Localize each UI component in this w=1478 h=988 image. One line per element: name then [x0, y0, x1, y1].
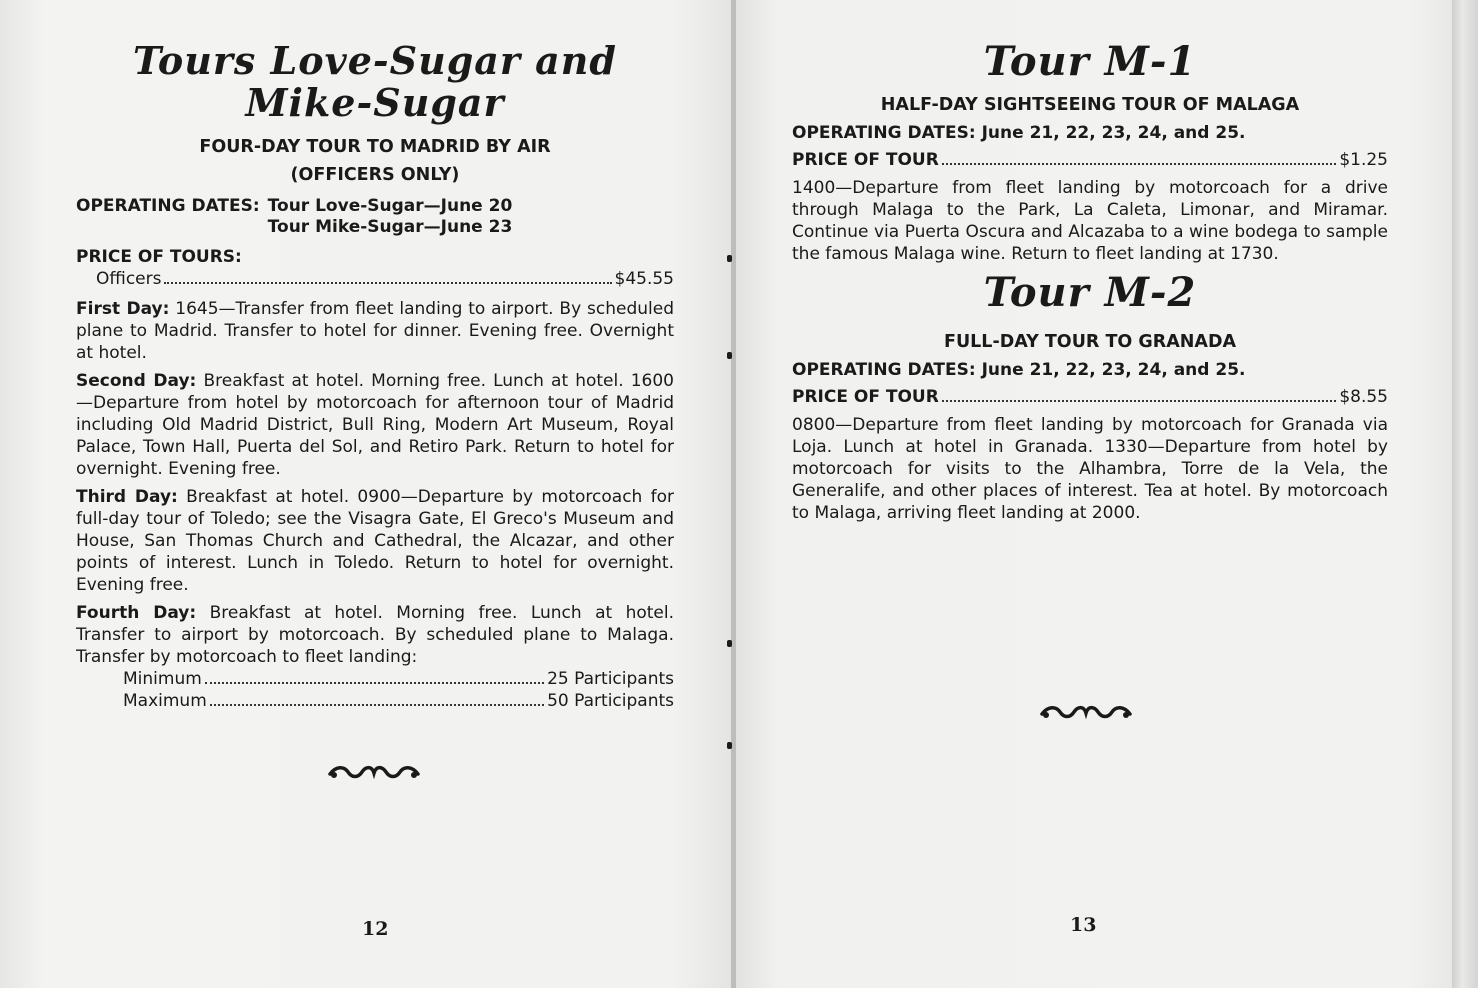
participants-minimum: [76, 668, 674, 690]
tour-m2-price: [792, 386, 1388, 408]
maximum-value: 50 Participants: [547, 690, 674, 711]
minimum-label: Minimum: [123, 668, 202, 689]
binding-staple: [727, 742, 732, 749]
left-page-title: Tours Love-Sugar and Mike-Sugar: [133, 38, 617, 125]
dot-leader: [205, 682, 544, 684]
day-4: [76, 602, 674, 668]
page-left: [0, 0, 732, 988]
tour-m1-subtitle: HALF-DAY SIGHTSEEING TOUR OF MALAGA: [880, 95, 1300, 115]
dot-leader: [164, 282, 611, 284]
day-3-text: Breakfast at hotel. 0900—Departure by motorcoach for full-day tour of Toledo; see the Visagra Gate, El Greco's Museum and House, San Thomas Church and Cathedral, the Alcazar, and other points of interest. Lunch in Toledo. Return to hotel for overnight. Evening free.: [76, 486, 674, 595]
day-4-label: Fourth Day:: [76, 602, 197, 623]
day-2-text: Breakfast at hotel. Morning free. Lunch at hotel. 1600—Departure from hotel by motorcoach for afternoon tour of Madrid including Old Madrid District, Bull Ring, Modern Art Museum, Royal Palace, Town Hall, Puerta del Sol, and Retiro Park. Return to hotel for overnight. Evening free.: [76, 370, 674, 479]
dot-leader: [942, 163, 1337, 165]
day-1-label: First Day:: [76, 298, 170, 319]
right-page-content: [792, 40, 1388, 530]
day-2: [76, 370, 674, 480]
tour-m1-price-value: $1.25: [1339, 150, 1388, 170]
binding-staple: [727, 352, 732, 359]
left-subtitle-officers: (OFFICERS ONLY): [290, 164, 460, 185]
page-right: [736, 0, 1452, 988]
operating-dates-values: [268, 196, 513, 238]
date-mike-sugar: Tour Mike-Sugar—June 23: [267, 216, 513, 237]
day-3-label: Third Day:: [76, 486, 178, 507]
day-1: [76, 298, 674, 364]
tour-m1-title: Tour M-1: [983, 38, 1197, 85]
minimum-value: 25 Participants: [547, 668, 674, 689]
price-heading: PRICE OF TOURS:: [76, 246, 242, 267]
operating-dates: [76, 196, 674, 238]
price-officers-value: $45.55: [614, 268, 674, 289]
day-4-text: Breakfast at hotel. Morning free. Lunch at hotel. Transfer to airport by motorcoach. By scheduled plane to Malaga. Transfer by motorcoach to fleet landing:: [76, 602, 675, 667]
binding-staple: [727, 640, 732, 647]
binding-staple: [727, 255, 732, 262]
page-number-right: 13: [1070, 914, 1097, 936]
scroll-ornament-icon: [326, 762, 422, 784]
day-1-text: 1645—Transfer from fleet landing to airport. By scheduled plane to Madrid. Transfer to hotel for dinner. Evening free. Overnight at hotel.: [76, 298, 674, 363]
tour-m2-title: Tour M-2: [983, 269, 1197, 316]
left-page-content: [76, 40, 674, 712]
dot-leader: [942, 400, 1337, 402]
day-2-label: Second Day:: [76, 370, 197, 391]
day-3: [76, 486, 674, 596]
tour-m1-dates: OPERATING DATES: June 21, 22, 23, 24, and 25.: [792, 123, 1246, 143]
tour-m2-price-label: PRICE OF TOUR: [792, 387, 939, 407]
price-officers-label: Officers: [96, 268, 162, 289]
dot-leader: [210, 704, 544, 706]
operating-dates-label: OPERATING DATES:: [76, 195, 260, 216]
date-love-sugar: Tour Love-Sugar—June 20: [267, 195, 513, 216]
tour-m2-price-value: $8.55: [1339, 387, 1388, 407]
tour-m1-description: 1400—Departure from fleet landing by motorcoach for a drive through Malaga to the Park, La Caleta, Limonar, and Miramar. Continue via Puerta Oscura and Alcazaba to a wine bodega to sample the famous Malaga wine. Return to fleet landing at 1730.: [792, 178, 1388, 264]
left-subtitle: FOUR-DAY TOUR TO MADRID BY AIR: [199, 136, 551, 157]
tour-m2-description: 0800—Departure from fleet landing by motorcoach for Granada via Loja. Lunch at hotel in Granada. 1330—Departure from hotel by motorcoach for visits to the Alhambra, Torre de la Vela, the Generalife, and other places of interest. Tea at hotel. By motorcoach to Malaga, arriving fleet landing at 2000.: [792, 415, 1388, 523]
price-officers: [76, 268, 674, 290]
tour-m2-dates: OPERATING DATES: June 21, 22, 23, 24, and 25.: [792, 360, 1246, 380]
scroll-ornament-icon: [1038, 702, 1134, 724]
tour-m2-subtitle: FULL-DAY TOUR TO GRANADA: [943, 332, 1237, 352]
page-edge: [1452, 0, 1478, 988]
tour-m1-price: [792, 149, 1388, 171]
maximum-label: Maximum: [123, 690, 207, 711]
page-number-left: 12: [362, 918, 389, 940]
tour-m1-price-label: PRICE OF TOUR: [792, 150, 939, 170]
participants-maximum: [76, 690, 674, 712]
